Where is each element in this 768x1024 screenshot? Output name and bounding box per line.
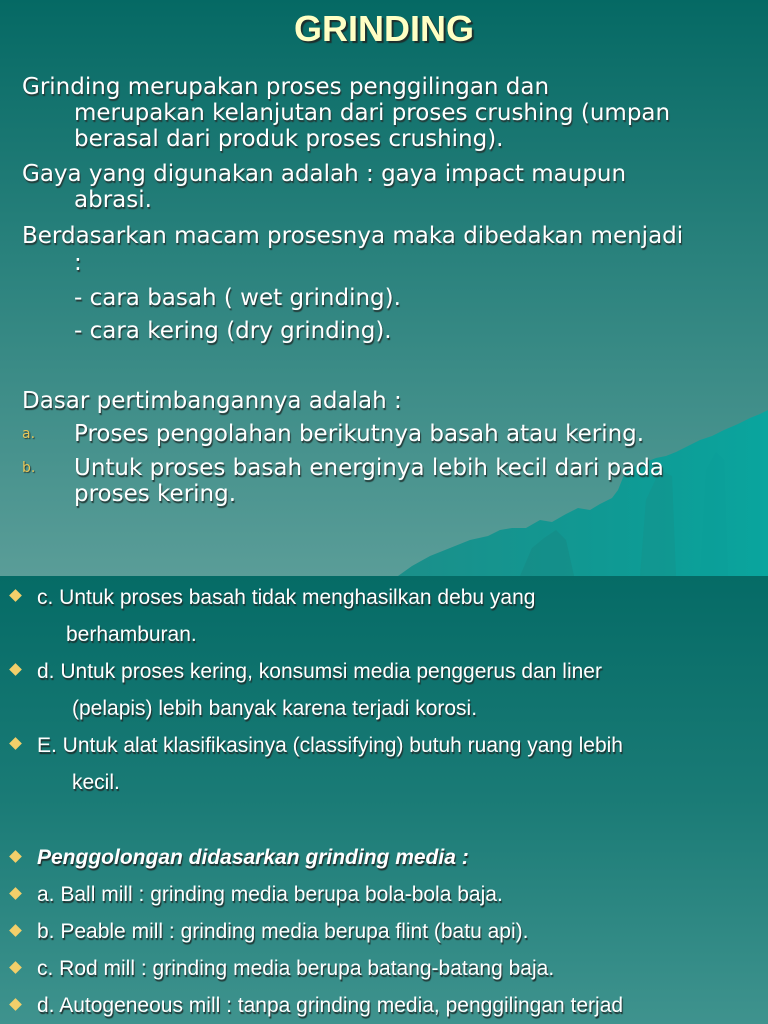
para3-item-dry: - cara kering (dry grinding). (74, 318, 392, 344)
para4-item-b-line2: proses kering. (74, 481, 237, 507)
para4-item-a: Proses pengolahan berikutnya basah atau kering. (74, 421, 645, 447)
para4-item-b-line1: Untuk proses basah energinya lebih kecil dari pada (74, 455, 664, 481)
diamond-bullet-icon (9, 887, 22, 900)
diamond-bullet-icon (9, 850, 22, 863)
list-marker-a: a. (22, 426, 36, 442)
diamond-bullet-icon (9, 663, 22, 676)
peable-mill-item: b. Peable mill : grinding media berupa flint (batu api). (37, 920, 529, 943)
classification-heading: Penggolongan didasarkan grinding media : (37, 846, 469, 869)
para3-line1: Berdasarkan macam prosesnya maka dibedakan menjadi (22, 223, 684, 249)
diamond-bullet-icon (9, 589, 22, 602)
slide-2 (0, 576, 768, 1024)
bullet-e-line2: kecil. (72, 771, 120, 794)
para1-line2: merupakan kelanjutan dari proses crushing (umpan (74, 100, 671, 126)
diamond-bullet-icon (9, 737, 22, 750)
bullet-d-line2: (pelapis) lebih banyak karena terjadi korosi. (72, 697, 478, 720)
para1-line3: berasal dari produk proses crushing). (74, 126, 504, 152)
slide-title: GRINDING (294, 8, 474, 49)
autogeneous-mill-item: d. Autogeneous mill : tanpa grinding media, penggilingan terjad (37, 994, 624, 1017)
rod-mill-item: c. Rod mill : grinding media berupa batang-batang baja. (37, 957, 555, 980)
diamond-bullet-icon (9, 998, 22, 1011)
ball-mill-item: a. Ball mill : grinding media berupa bola-bola baja. (37, 883, 503, 906)
para4-heading: Dasar pertimbangannya adalah : (22, 388, 402, 414)
para2-line1: Gaya yang digunakan adalah : gaya impact maupun (22, 161, 627, 187)
diamond-bullet-icon (9, 924, 22, 937)
bullet-d-line1: d. Untuk proses kering, konsumsi media penggerus dan liner (37, 660, 602, 683)
para3-line2: : (74, 250, 82, 276)
bullet-c-line2: berhamburan. (66, 623, 197, 646)
list-marker-b: b. (22, 460, 36, 476)
para2-line2: abrasi. (74, 187, 152, 213)
para1-line1: Grinding merupakan proses penggilingan dan (22, 74, 550, 100)
bullet-c-line1: c. Untuk proses basah tidak menghasilkan debu yang (37, 586, 536, 609)
bullet-e-line1: E. Untuk alat klasifikasinya (classifying) butuh ruang yang lebih (37, 734, 623, 757)
para3-item-wet: - cara basah ( wet grinding). (74, 285, 401, 311)
diamond-bullet-icon (9, 961, 22, 974)
